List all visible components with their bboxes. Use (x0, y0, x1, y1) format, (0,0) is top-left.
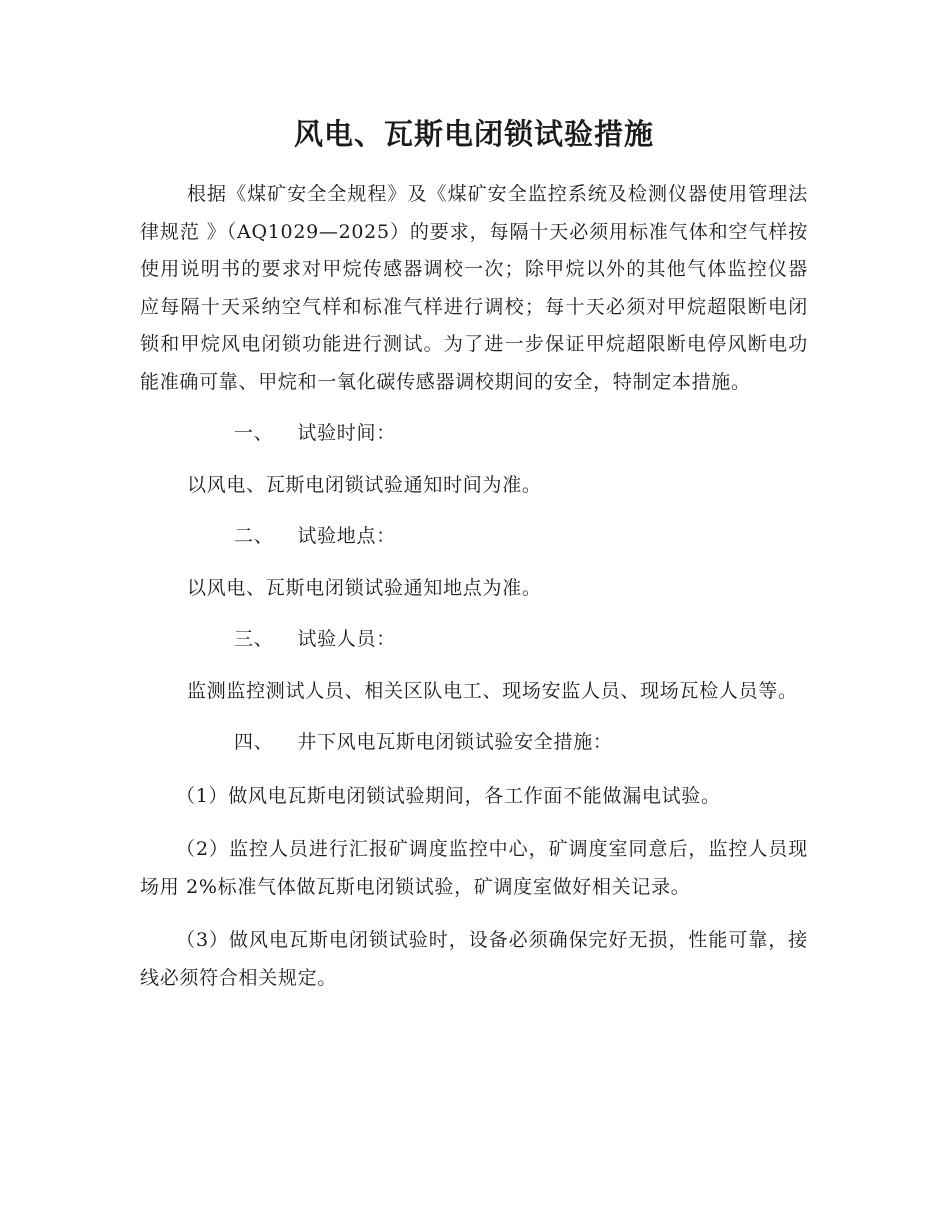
section-3-body: 监测监控测试人员、相关区队电工、现场安监人员、现场瓦检人员等。 (187, 679, 798, 702)
section-2-number: 二、 (234, 525, 274, 547)
document-body (140, 112, 808, 997)
section-3-number: 三、 (234, 628, 274, 650)
measure-item-3: （3）做风电瓦斯电闭锁试验时，设备必须确保完好无损，性能可靠，接线必须符合相关规定。 (140, 929, 808, 989)
section-2-body: 以风电、瓦斯电闭锁试验通知地点为准。 (187, 576, 542, 599)
section-4-number: 四、 (234, 731, 274, 753)
section-1-body: 以风电、瓦斯电闭锁试验通知时间为准。 (187, 473, 542, 496)
section-2-title: 试验地点： (297, 525, 396, 547)
section-4-title: 井下风电瓦斯电闭锁试验安全措施： (297, 731, 613, 753)
section-2-heading (140, 518, 808, 556)
measure-item-2: （2）监控人员进行汇报矿调度监控中心，矿调度室同意后，监控人员现场用 2%标准气体做瓦斯电闭锁试验，矿调度室做好相关记录。 (140, 838, 808, 898)
section-3-heading (140, 621, 808, 659)
document-title: 风电、瓦斯电闭锁试验措施 (293, 117, 654, 151)
section-4-heading (140, 724, 808, 762)
measure-item-1: （1）做风电瓦斯电闭锁试验期间，各工作面不能做漏电试验。 (176, 784, 721, 807)
section-1-heading (140, 415, 808, 453)
section-1-number: 一、 (234, 422, 274, 444)
section-3-title: 试验人员： (297, 628, 396, 650)
section-1-title: 试验时间： (297, 422, 396, 444)
intro-paragraph: 根据《煤矿安全全规程》及《煤矿安全监控系统及检测仪器使用管理法律规范 》（AQ1029—2025）的要求，每隔十天必须用标准气体和空气样按使用说明书的要求对甲烷传感器调校一次；除甲烷以外的其他气体监控仪器应每隔十天采纳空气样和标准气样进行调校；每十天必须对甲烷超限断电闭锁和甲烷风电闭锁功能进行测试。为了进一步保证甲烷超限断电停风断电功能准确可靠、甲烷和一氧化碳传感器调校期间的安全，特制定本措施。 (140, 183, 808, 393)
